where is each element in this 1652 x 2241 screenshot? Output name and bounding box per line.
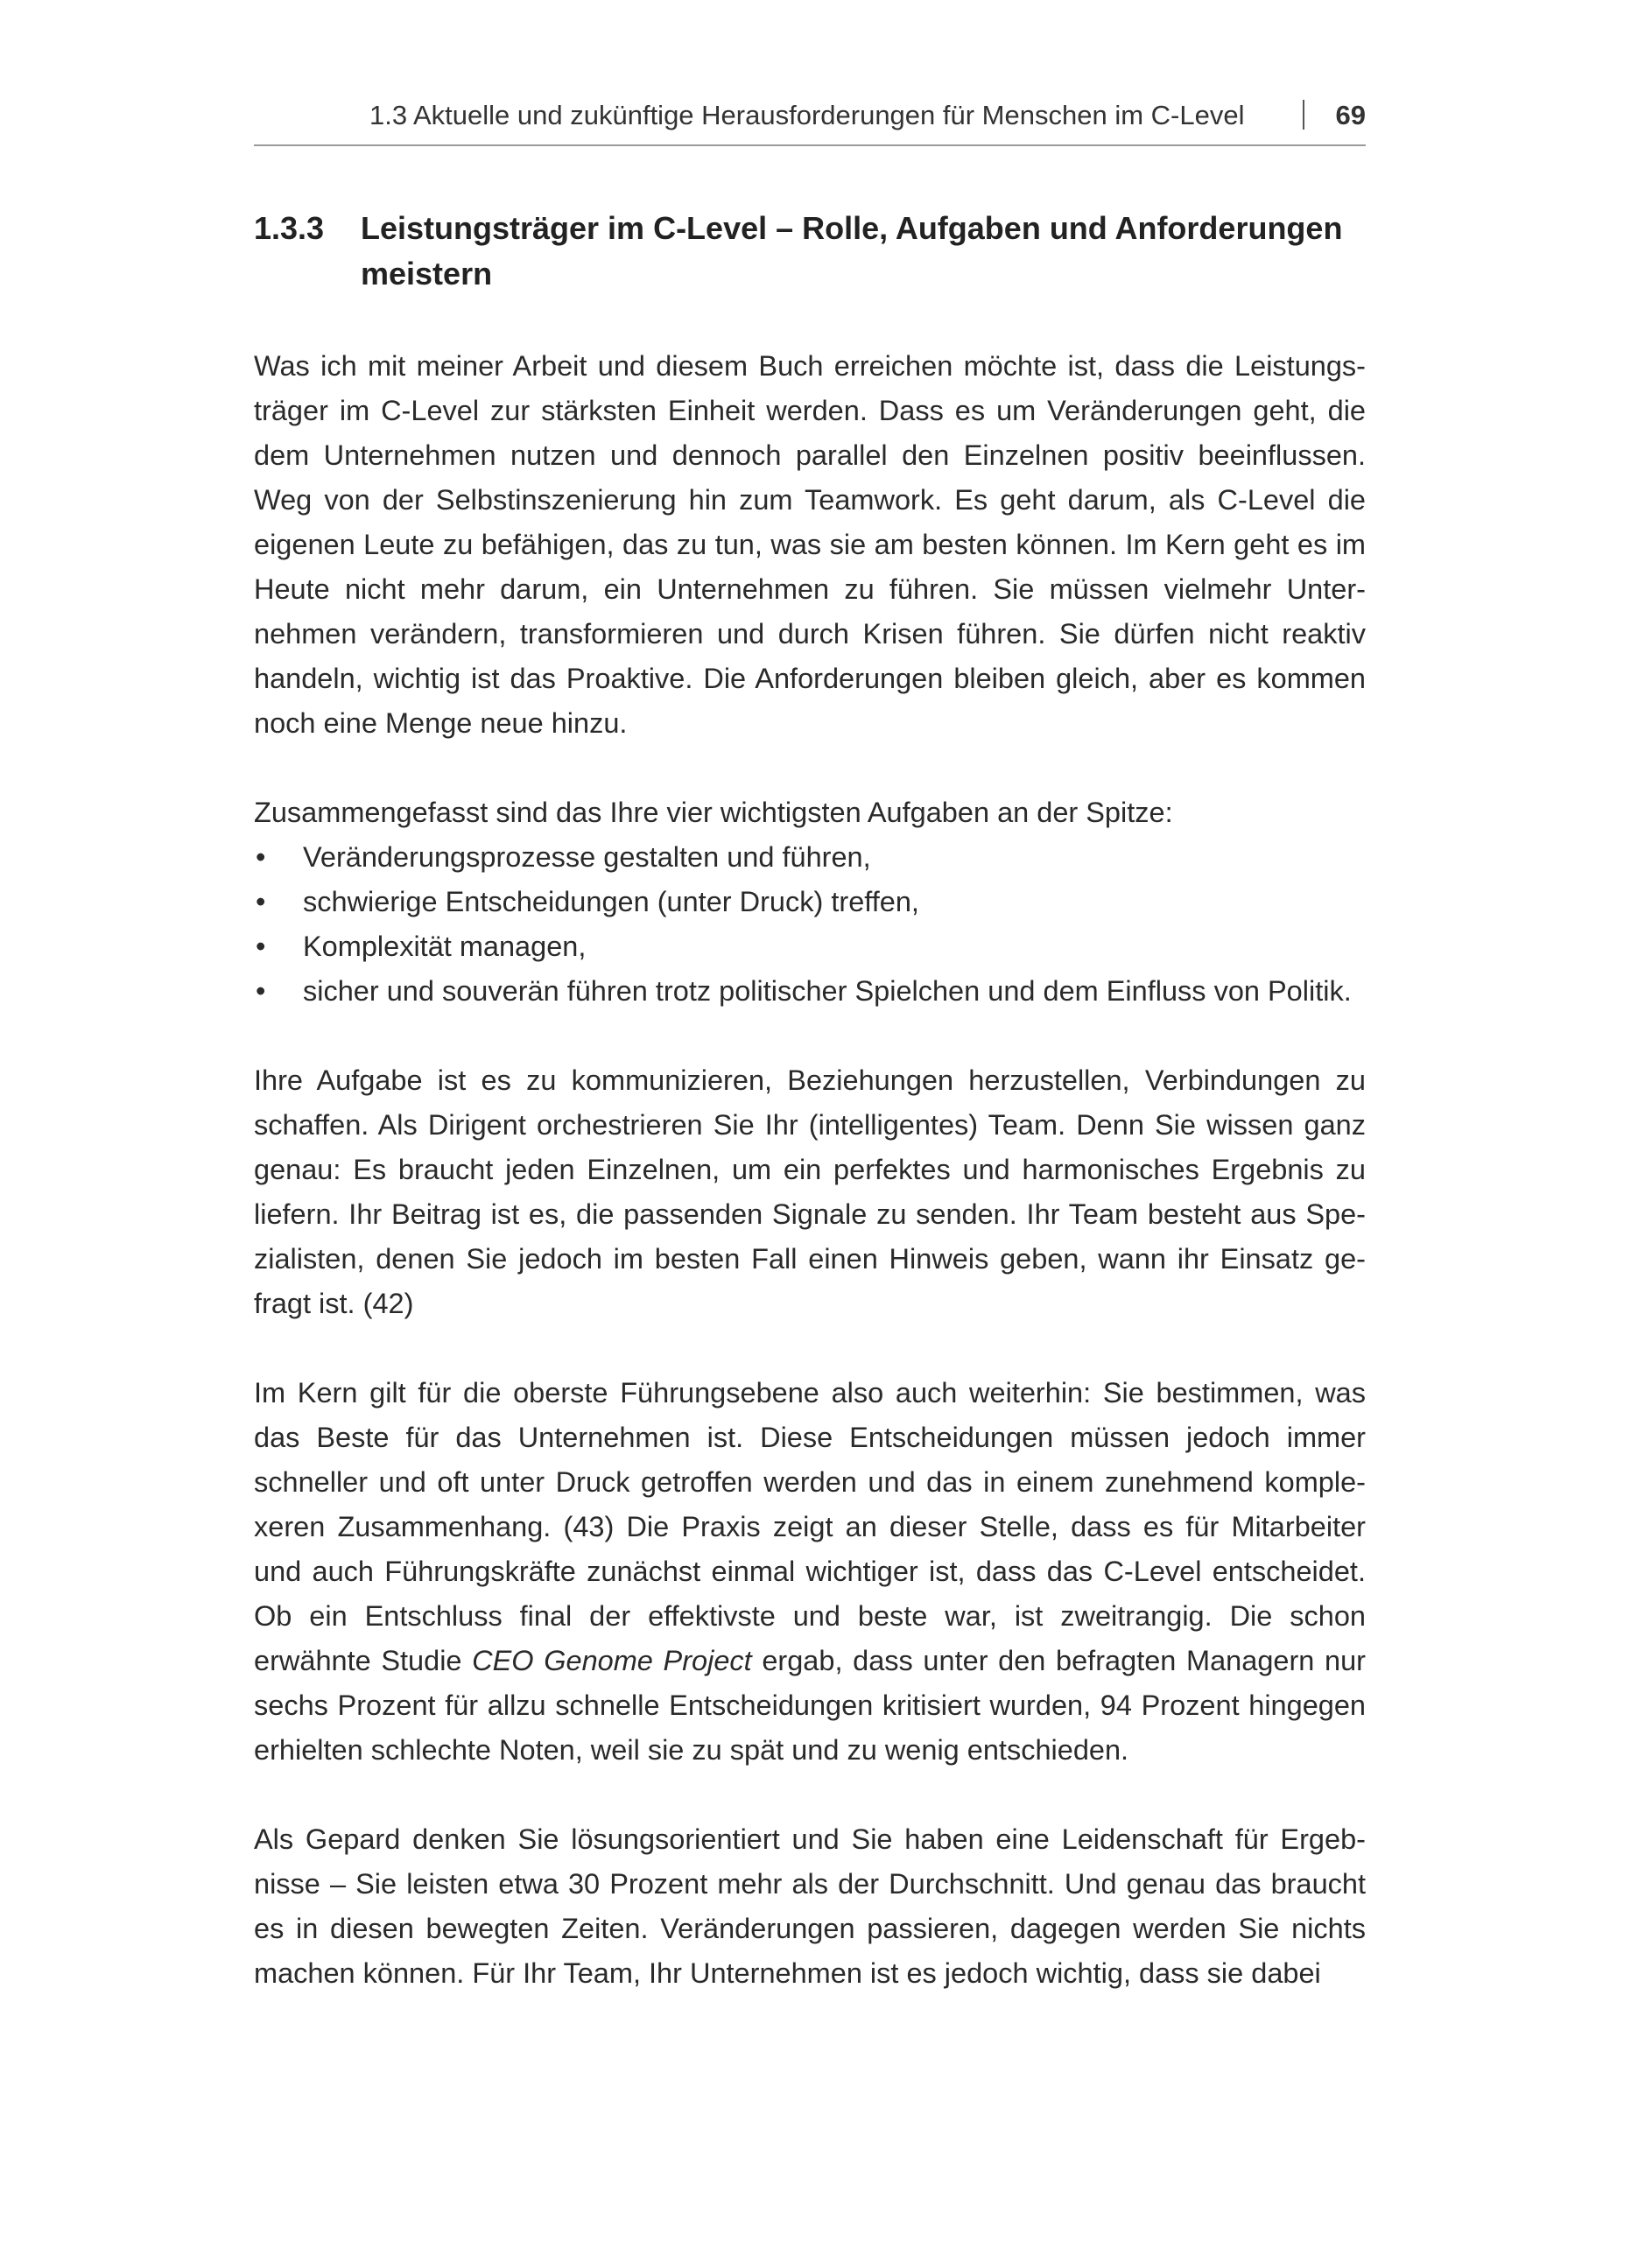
page-number: 69 bbox=[1335, 100, 1366, 130]
bullet-icon: • bbox=[256, 931, 266, 962]
study-title: CEO Genome Project bbox=[472, 1645, 752, 1676]
body-text bbox=[254, 344, 1366, 2041]
bullet-icon: • bbox=[256, 886, 266, 917]
list-item: • sicher und souverän führen trotz politischer Spielchen und dem Einfluss von Politik. bbox=[254, 969, 1366, 1014]
list-item: • schwierige Entscheidungen (unter Druck) treffen, bbox=[254, 880, 1366, 924]
paragraph-4: Im Kern gilt für die oberste Führungsebene also auch weiterhin: Sie bestimmen, was das Beste für das Unternehmen ist. Diese Entscheidungen müssen jedoch immer schneller und oft unter Druck getroffen werden und das in einem zunehmend komplexeren Zusammenhang. (43) Die Praxis zeigt an dieser Stelle, dass es für Mitarbeiter und auch Führungskräfte zunächst einmal wichtiger ist, dass das C-Level entscheidet. Ob ein Entschluss final der effektivste und beste war, ist zweitrangig. Die schon erwähnte Studie CEO Genome Project ergab, dass unter den befragten Managern nur sechs Prozent für allzu schnelle Entscheidungen kritisiert wurden, 94 Prozent hingegen erhielten schlechte Noten, weil sie zu spät und zu wenig entschieden. bbox=[254, 1377, 1366, 1766]
task-list bbox=[254, 835, 1366, 1014]
paragraph-5: Als Gepard denken Sie lösungsorientiert und Sie haben eine Leidenschaft für Ergebnisse – Sie leisten etwa 30 Prozent mehr als der Durchschnitt. Und genau das braucht es in diesen bewegten Zeiten. Veränderungen passieren, dagegen werden Sie nichts machen können. Für Ihr Team, Ihr Unternehmen ist es jedoch wichtig, dass sie dabei bbox=[254, 1823, 1366, 1989]
bullet-icon: • bbox=[256, 975, 266, 1007]
list-item: • Veränderungsprozesse gestalten und führen, bbox=[254, 835, 1366, 880]
paragraph-1: Was ich mit meiner Arbeit und diesem Buch erreichen möchte ist, dass die Leistungsträger im C-Level zur stärksten Einheit werden. Dass es um Veränderungen geht, die dem Unternehmen nutzen und dennoch parallel den Einzelnen positiv beeinflussen. Weg von der Selbstinszenierung hin zum Teamwork. Es geht darum, als C-Level die eigenen Leute zu befähigen, das zu tun, was sie am besten können. Im Kern geht es im Heute nicht mehr darum, ein Unternehmen zu führen. Sie müssen vielmehr Unternehmen verändern, transformieren und durch Krisen führen. Sie dürfen nicht reaktiv handeln, wichtig ist das Proaktive. Die Anforderungen bleiben gleich, aber es kommen noch eine Menge neue hinzu. bbox=[254, 350, 1366, 739]
list-item: • Komplexität managen, bbox=[254, 924, 1366, 969]
running-title: 1.3 Aktuelle und zukünftige Herausforderungen für Menschen im C-Level bbox=[369, 100, 1245, 130]
running-header bbox=[254, 96, 1366, 146]
section-heading bbox=[254, 206, 1366, 297]
header-separator bbox=[1303, 100, 1304, 130]
section-title: Leistungsträger im C-Level – Rolle, Aufgaben und Anforderungen meistern bbox=[361, 210, 1343, 292]
bullet-icon: • bbox=[256, 841, 266, 873]
list-intro: Zusammengefasst sind das Ihre vier wichtigsten Aufgaben an der Spitze: bbox=[254, 797, 1173, 828]
section-number: 1.3.3 bbox=[254, 210, 325, 246]
paragraph-3: Ihre Aufgabe ist es zu kommunizieren, Beziehungen herzustellen, Verbindungen zu schaffen. Als Dirigent orchestrieren Sie Ihr (intelligentes) Team. Denn Sie wissen ganz genau: Es braucht jeden Einzelnen, um ein perfektes und harmonisches Ergebnis zu liefern. Ihr Beitrag ist es, die passenden Signale zu senden. Ihr Team besteht aus Spezialisten, denen Sie jedoch im besten Fall einen Hinweis geben, wann ihr Einsatz gefragt ist. (42) bbox=[254, 1064, 1366, 1319]
